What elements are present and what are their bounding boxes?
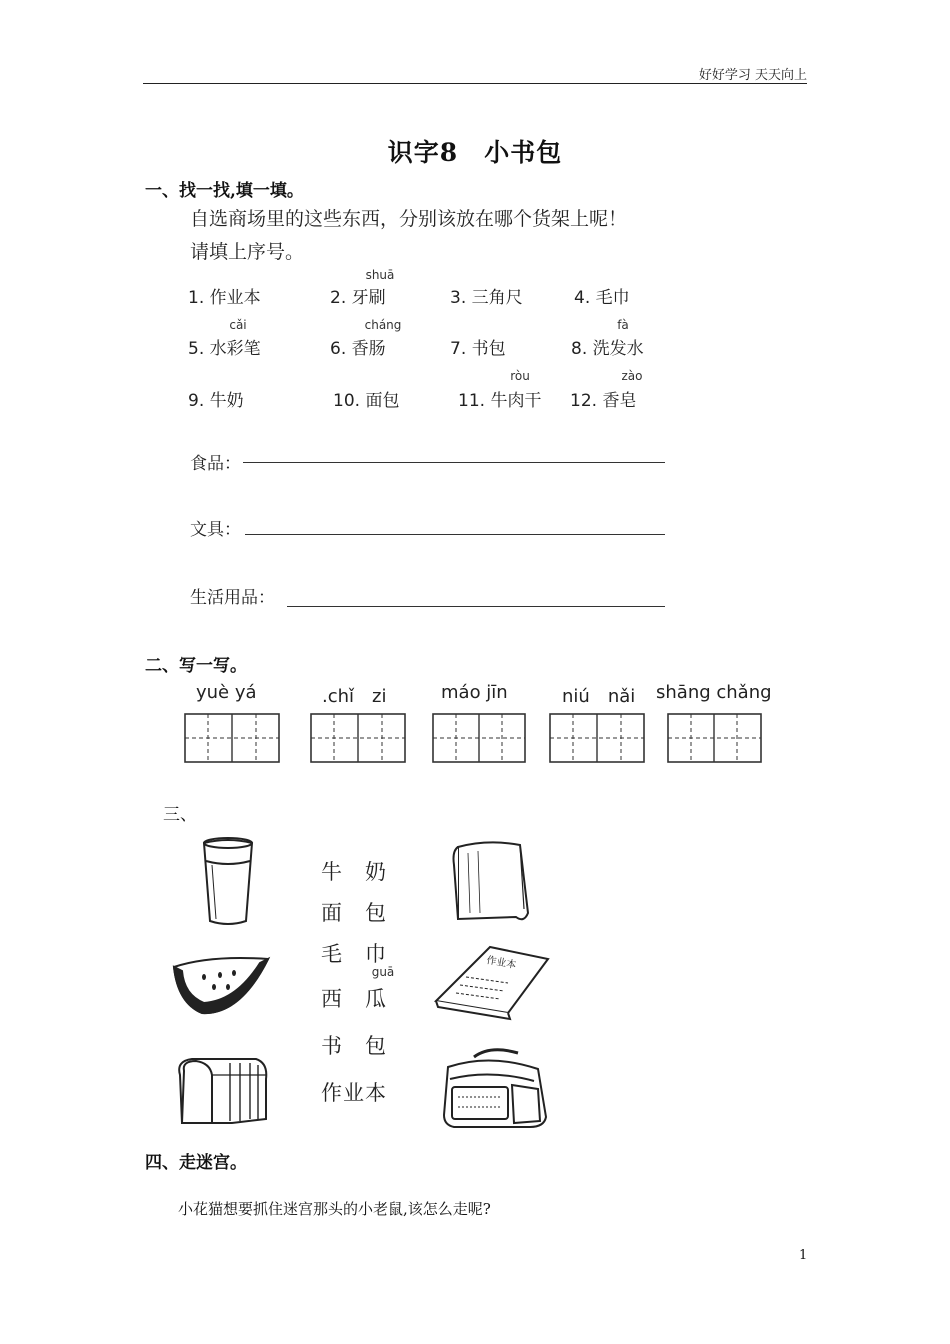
item-label: 3. 三角尺 xyxy=(450,288,523,308)
left-illustrations xyxy=(170,835,280,1135)
backpack-icon xyxy=(444,1050,546,1127)
daily-goods-label: 生活用品： xyxy=(190,588,275,608)
writing-grid-yueya xyxy=(185,714,279,762)
right-illustrations xyxy=(430,835,555,1135)
writing-grids[interactable] xyxy=(180,710,780,770)
pinyin-label: .chǐ zi xyxy=(322,686,387,707)
food-answer-line[interactable] xyxy=(243,462,665,463)
match-word-pinyin: guā xyxy=(371,965,395,979)
match-word: 毛 巾 xyxy=(321,942,387,966)
item-label: 2. 牙刷 xyxy=(330,288,386,308)
item-pinyin: ròu xyxy=(510,369,530,383)
item-label: 4. 毛巾 xyxy=(574,288,630,308)
towel-icon xyxy=(454,842,529,919)
writing-grid-niunai xyxy=(550,714,644,762)
match-word: 面 包 xyxy=(321,901,387,925)
milk-glass-icon xyxy=(204,838,252,924)
section1-instruction-line2: 请填上序号。 xyxy=(190,241,305,263)
stationery-answer-line[interactable] xyxy=(245,534,665,535)
section3-heading: 三、 xyxy=(163,805,197,825)
item-label: 10. 面包 xyxy=(333,391,400,411)
header-divider xyxy=(143,83,807,84)
item-label: 9. 牛奶 xyxy=(188,391,244,411)
item-label: 12. 香皂 xyxy=(570,391,637,411)
item-label: 5. 水彩笔 xyxy=(188,339,261,359)
daily-goods-answer-line[interactable] xyxy=(287,606,665,607)
pinyin-label: shāng chǎng xyxy=(656,682,772,703)
page-number: 1 xyxy=(799,1248,808,1263)
item-label: 11. 牛肉干 xyxy=(458,391,542,411)
notebook-icon xyxy=(436,947,548,1019)
stationery-label: 文具： xyxy=(190,520,241,540)
item-label: 1. 作业本 xyxy=(188,288,261,308)
writing-grid-maojin xyxy=(433,714,525,762)
food-label: 食品： xyxy=(190,454,241,474)
section4-text: 小花猫想要抓住迷宫那头的小老鼠,该怎么走呢? xyxy=(178,1200,491,1218)
match-word: 牛 奶 xyxy=(321,860,387,884)
section1-instruction-line1: 自选商场里的这些东西，分别该放在哪个货架上呢！ xyxy=(190,208,628,230)
item-label: 6. 香肠 xyxy=(330,339,386,359)
item-label: 7. 书包 xyxy=(450,339,506,359)
pinyin-label: máo jīn xyxy=(441,682,508,703)
item-pinyin: shuā xyxy=(365,268,395,282)
writing-grid-shangchang xyxy=(668,714,761,762)
pinyin-label: yuè yá xyxy=(196,682,257,703)
match-word: 西 瓜 xyxy=(321,987,387,1011)
section4-heading: 四、走迷宫。 xyxy=(145,1153,247,1173)
header-slogan: 好好学习 天天向上 xyxy=(698,68,807,83)
page-title: 识字8 小书包 xyxy=(387,138,563,167)
match-word: 作业本 xyxy=(321,1081,387,1105)
match-word: 书 包 xyxy=(321,1034,387,1058)
section1-heading: 一、找一找,填一填。 xyxy=(145,181,304,201)
notebook-cover-label: 作业本 xyxy=(485,955,517,972)
item-pinyin: zào xyxy=(621,369,643,383)
pinyin-label: niú nǎi xyxy=(562,686,636,707)
item-pinyin: cǎi xyxy=(229,318,247,332)
writing-grid-chizi xyxy=(311,714,405,762)
item-pinyin: cháng xyxy=(364,318,402,332)
item-pinyin: fà xyxy=(617,318,629,332)
item-label: 8. 洗发水 xyxy=(571,339,644,359)
bread-icon xyxy=(179,1059,266,1123)
watermelon-icon xyxy=(174,958,268,1013)
section2-heading: 二、写一写。 xyxy=(145,656,247,676)
